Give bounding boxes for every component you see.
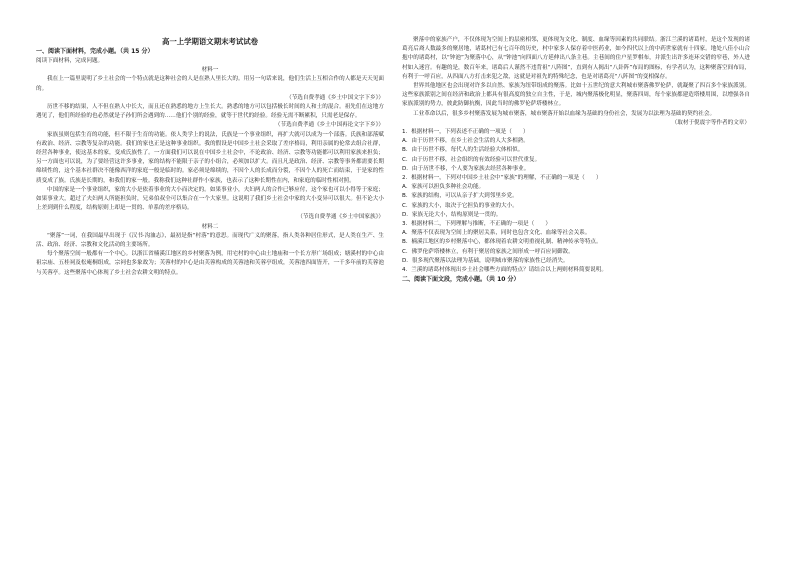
instruction-text: 阅读下面材料，完成问题。 (36, 58, 104, 64)
question-3-option-b: B．楠溪江地区的乡村聚落中心，都体现着农耕文明重视礼制、精神传承等特点。 (402, 239, 602, 246)
question-1: 1．根据材料一，下列表述不正确的一项是（ ） (402, 129, 529, 136)
material-2-paragraph-1: “聚落”一词，在我国最早出现于《汉书·沟洫志》，最初是指“村落”的意思。而现代广义的聚落，指人类各种居住形式，是人类在生产、生活、政治、经济、宗教和文化活动的主要场所。 (36, 232, 384, 249)
material-1-paragraph-3: 家族虽则包括生育的功能，但不限于生育的功能。依人类学上的说法，氏族是一个事业组织，再扩大就可以成为一个部落。氏族和部落赋有政治、经济、宗教等复杂的功能。我们的家也正是这种事业组织。我的假设是中国乡土社会采取了差序格局，利用亲属的伦常去组合社群，经营各种事业，使这基本的家，变成氏族性了。一方面我们可以说在中国乡土社会中，不论政治、经济、宗教等功能都可以利用家族来担负；另一方面也可以说，为了要经营这许多事业，家的结构不能限于亲子的小组合，必须加以扩大。而且凡是政治、经济、宗教等事务都需要长期绵续性的，这个基本社群决不能像西洋的家庭一般是临时的。家必须是绵续的，不因个人的长成而分裂，不因个人的死亡而结束，于是家的性质变成了族。氏族是长期的，和我们的家一般。我称我们这种社群作小家族，也表示了这种长期性在内，和家庭的临时性相对照。 (36, 131, 384, 184)
material-2-source: （取材于倪震宇等作者的文章） (671, 119, 750, 126)
material-1-source-3: （节选自费孝通《乡土中国家族》） (297, 214, 384, 221)
material-2-label: 材料二 (201, 223, 219, 230)
material-1-paragraph-2: 历世不移的结果，人不但在熟人中长大，而且还在熟悉的地方上生长大。熟悉的地方可以包括极长时间的人和土的混合。祖先们在这地方遇见了，他们所经验的也必然就是子孙们所会遇到的……他们个别的经验，就等于世代的经验。经验无需不断累积，只需老是保存。 (36, 104, 384, 120)
question-3: 3．根据材料二，下列理解与推断，不正确的一项是（ ） (402, 221, 551, 228)
material-1-paragraph-1: 我在上一篇里说明了乡土社会的一个特点就是这种社会的人是在熟人里长大的。用另一句话来说，他们生活上互相合作的人都是天天见面的。 (36, 76, 384, 92)
material-1-label: 材料一 (201, 67, 219, 74)
question-2-option-a: A．家族可以担负多种社会功能。 (402, 184, 485, 191)
material-1-paragraph-4: 中国的家是一个事业组织，家的大小是依着事业的大小而决定的。如果事业小，夫妇两人的合作已够应付，这个家也可以小得等于家庭；如果事业大，超过了夫妇两人所能担负时，兄弟伯叔全可以集合在一个大家里。这说明了我们乡土社会中家的大小变异可以很大。但不论大小上差到到什么程度，结构原则上却是一贯的、单系的差序格局。 (36, 186, 384, 212)
material-1-source-1: （节选自费孝通《乡土中国文字下乡》） (286, 94, 384, 101)
question-3-option-c: C．佛罗伦萨塔楼林立，有利于聚居的家族之间形成一呼百应同御敌。 (402, 248, 574, 255)
question-2-option-c: C．家族的大小，取决于它担负的事业的大小。 (402, 202, 518, 209)
material-2-paragraph-5: 工业革命以后，很多乡村聚落发展为城市聚落，城市聚落开始以血缘为基础的身份社会，发展为以法理为基础的契约社会。 (413, 110, 716, 117)
question-2-option-b: B．家族的结构，可以从亲子扩大到邻里乡党。 (402, 193, 518, 200)
material-2-paragraph-3: 聚落中的家族产户，不仅体现为空间上的层密相邻，更体现为文化、制度、血缘等因素的共同联结。浙江兰溪的诸葛村，是这个发现的诸葛亮后裔人数最多的聚居地，诸葛村已有七百年的历史，村中家多人保存着中医药业，如今四代以上的中药世家就有十四家。地处八佳小山合抱中的诸葛村，以“钟池”为聚落中心，从“钟池”向四面八方延伸出八条主巷。主巷间的住户星罗棋布，并派生出许多连环交错的窄巷，外人进村如入迷宫。有趣的是，数百年来，诸葛后人谨然不违背祖“八阵图”，直到有人揭出“八卦阵”布局的图标，有学者认为，这种聚落空间布局，有利于一呼百应，从四面八方打击来犯之敌，这就是对祖先的特殊纪念，也是对诸葛亮“八阵图”的变相保存。 (402, 37, 750, 80)
question-3-option-a: A．聚落不仅表现为空间上的聚居关系，同时也包含文化、血缘等社会关系。 (402, 230, 591, 237)
material-2-paragraph-4: 世界其他地区也会出现对许多以自然、家族为纽带组成的聚落。比如十五世纪的意大利城市聚落佛罗伦萨，就凝聚了四百多个家族派别。这些家族派别之间在经济和政治上都具有很高度的独立自主性，于是，城内聚落极化明显，聚落四周，每个家族都建造塔楼用围，以增强各自家族派别的势力，彼此防御抗衡，因此当时的佛罗伦萨塔楼林立。 (402, 83, 750, 108)
section-2-heading: 二、阅读下面文段，完成小题。（共 10 分） (402, 276, 520, 284)
question-1-option-d: D．由于历世不移，个人要为家族去经营各种事业。 (402, 165, 530, 172)
question-2: 2．根据材料一，下列对中国乡土社会中“家族”的理解，不正确的一项是（ ） (402, 175, 602, 182)
right-column (402, 36, 750, 285)
left-column (36, 36, 384, 278)
question-1-option-a: A．由于历世不移，在乡土社会生活的人大多相熟。 (402, 138, 529, 145)
material-1-source-2: （节选自费孝通《乡土中国再论文字下乡》） (274, 122, 384, 129)
material-2-paragraph-2: 每个聚落空间一般都有一个中心。以浙江省楠溪江地区的乡村聚落为例，用宅村的中心由土地庙和一个长方形广场组成；塘溪村的中心由祖宗庙、五桂祠及松庵桐组成，宗祠也多象故为；芙蓉村的中心是由芙蓉构成的芙蓉池和芙蓉亭组成，芙蓉池四面皆开，一千多年前的芙蓉池与芙蓉亭。这些聚落中心体现了乡土社会农耕文明的特点。 (36, 251, 384, 276)
document-title: 高一上学期语文期末考试试卷 (161, 37, 259, 46)
question-4: 4．兰溪的诸葛村体现出乡土社会哪些方面的特点？请结合以上两则材料简要说明。 (402, 267, 607, 274)
section-1-heading: 一、阅读下面材料，完成小题。（共 15 分） (36, 48, 154, 55)
question-3-option-d: D．很多现代聚落以法理为基础，说明城市聚落的家族性已经消失。 (402, 257, 569, 264)
question-2-option-d: D．家族无论大小，结构原则是一贯的。 (402, 211, 502, 218)
question-1-option-c: C．由于历世不移，社会组织的有效经验可以世代重复。 (402, 156, 541, 163)
question-1-option-b: B．由于历世不移，每代人的生活经验大体相似。 (402, 147, 524, 154)
